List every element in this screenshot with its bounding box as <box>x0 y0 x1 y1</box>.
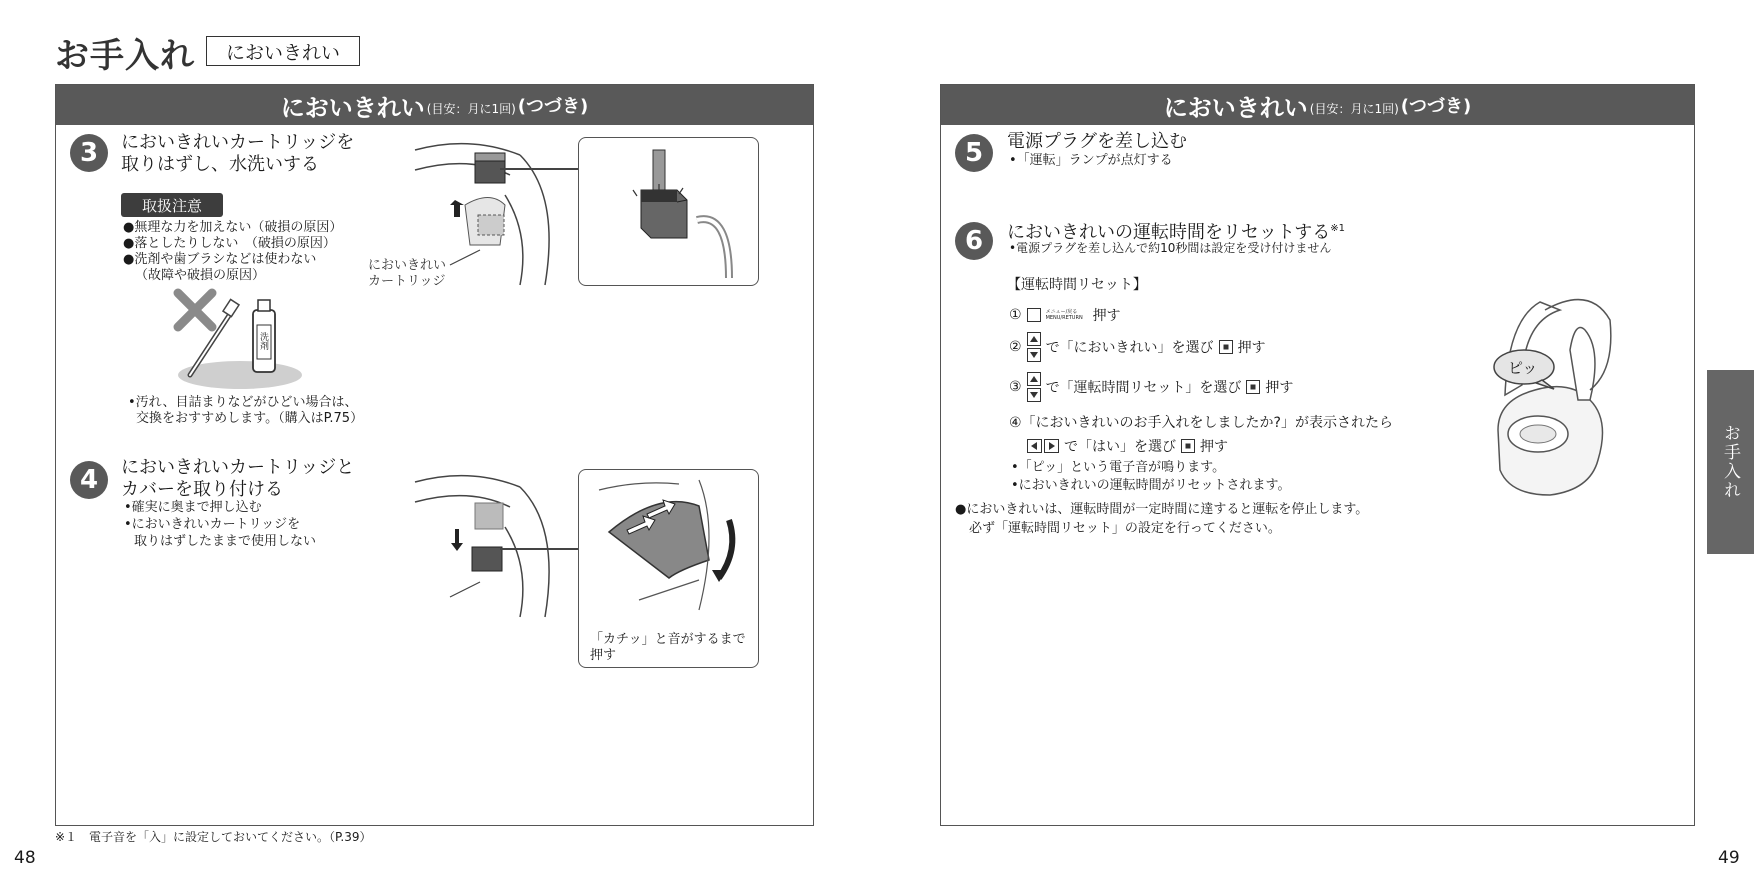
speech-bubble-text: ピッ <box>1508 359 1538 377</box>
reset-bullet-2: •においきれいの運転時間がリセットされます。 <box>1011 478 1291 493</box>
section-tag: においきれい <box>206 36 360 66</box>
line-2-prefix: ② <box>1009 339 1022 355</box>
click-label-line2: 押す <box>590 648 617 663</box>
caution-item: ●落としたりしない （破損の原因） <box>123 236 336 251</box>
cartridge-label-line2: カートリッジ <box>368 274 446 289</box>
left-heading-sub: (目安：月に1回) <box>426 101 516 116</box>
warning-line-1: ●においきれいは、運転時間が一定時間に達すると運転を停止します。 <box>955 502 1369 517</box>
side-tab: お手入れ <box>1707 370 1754 554</box>
line-4b-text: で「はい」を選び <box>1064 439 1176 455</box>
step-4-note: 取りはずしたままで使用しない <box>134 534 317 549</box>
right-heading-cont: (つづき) <box>1400 96 1472 117</box>
step-6-title-text: においきれいの運転時間をリセットする <box>1007 222 1331 243</box>
left-panel-header <box>56 85 813 125</box>
enter-button-icon <box>1246 380 1260 394</box>
line-2-suffix: 押す <box>1237 340 1266 356</box>
warning-line-2: 必ず「運転時間リセット」の設定を行ってください。 <box>969 521 1281 536</box>
line-4b-suffix: 押す <box>1200 439 1228 455</box>
step-3-note-line2: 交換をおすすめします。（購入はP.75） <box>136 411 364 426</box>
connector-line <box>500 548 578 550</box>
menu-return-button-icon <box>1027 308 1041 322</box>
step-3-title-line1: においきれいカートリッジを <box>121 132 355 153</box>
reset-line-1 <box>1009 305 1121 325</box>
cartridge-wash-illustration <box>579 138 757 284</box>
line-1-suffix: 押す <box>1092 308 1121 324</box>
caution-badge: 取扱注意 <box>121 193 223 217</box>
left-heading-main: においきれい <box>280 93 425 122</box>
step-5-note: •「運転」ランプが点灯する <box>1009 153 1173 168</box>
right-heading-main: においきれい <box>1163 93 1308 122</box>
enter-button-icon <box>1219 340 1233 354</box>
left-heading-cont: (つづき) <box>517 96 589 117</box>
line-3-suffix: 押す <box>1265 380 1294 396</box>
line-2-text: で「においきれい」を選び <box>1045 340 1214 356</box>
page-number-right: 49 <box>1718 848 1740 868</box>
menu-return-button-label: メニュー/戻る MENU/RETURN <box>1045 309 1083 321</box>
connector-line <box>500 168 578 170</box>
cartridge-wash-box <box>578 137 759 286</box>
cover-attach-illustration <box>579 470 757 620</box>
reset-line-2 <box>1009 332 1266 362</box>
page-title: お手入れ <box>55 36 195 76</box>
page-number-left: 48 <box>14 848 36 868</box>
step-4-note: •確実に奥まで押し込む <box>124 500 262 515</box>
click-label-line1: 「カチッ」と音がするまで <box>590 632 746 647</box>
left-right-button-icon <box>1027 439 1059 453</box>
cartridge-install-illustration <box>410 467 570 622</box>
reset-heading: 【運転時間リセット】 <box>1007 277 1147 293</box>
step-5-title: 電源プラグを差し込む <box>1007 131 1187 152</box>
caution-item: （故障や破損の原因） <box>135 268 266 283</box>
step-4-title-line1: においきれいカートリッジと <box>121 457 355 478</box>
up-down-button-icon <box>1027 372 1041 402</box>
reset-line-4: ④「においきれいのお手入れをしましたか?」が表示されたら <box>1009 415 1393 431</box>
no-brush-detergent-illustration <box>170 285 310 395</box>
line-3-text: で「運転時間リセット」を選び <box>1045 380 1242 396</box>
line-1-prefix: ① <box>1009 307 1022 323</box>
detergent-label: 洗剤 <box>258 332 268 350</box>
toilet-beep-illustration <box>1490 290 1625 500</box>
step-3-note-line1: •汚れ、目詰まりなどがひどい場合は、 <box>128 395 358 410</box>
right-panel-header <box>941 85 1694 125</box>
reset-line-3 <box>1009 372 1293 402</box>
step-4-title-line2: カバーを取り付ける <box>121 479 283 500</box>
step-4-note: •においきれいカートリッジを <box>124 517 301 532</box>
footnote: ※１ 電子音を「入」に設定しておいてください。（P.39） <box>55 830 372 844</box>
step-6-note: •電源プラグを差し込んで約10秒間は設定を受け付けません <box>1009 241 1332 255</box>
step-3-title-line2: 取りはずし、水洗いする <box>121 154 319 175</box>
reset-bullet-1: •「ピッ」という電子音が鳴ります。 <box>1011 460 1226 475</box>
caution-item: ●無理な力を加えない（破損の原因） <box>123 220 343 235</box>
step-6-number: 6 <box>955 222 993 260</box>
right-heading-sub: (目安：月に1回) <box>1309 101 1399 116</box>
step-5-number: 5 <box>955 134 993 172</box>
step-6-title-mark: ※1 <box>1330 223 1346 234</box>
caution-item: ●洗剤や歯ブラシなどは使わない <box>123 252 317 267</box>
reset-line-4b <box>1027 436 1228 456</box>
step-3-number: 3 <box>70 134 108 172</box>
up-down-button-icon <box>1027 332 1041 362</box>
enter-button-icon <box>1181 439 1195 453</box>
line-3-prefix: ③ <box>1009 379 1022 395</box>
cartridge-label-line1: においきれい <box>368 258 447 273</box>
step-4-number: 4 <box>70 461 108 499</box>
